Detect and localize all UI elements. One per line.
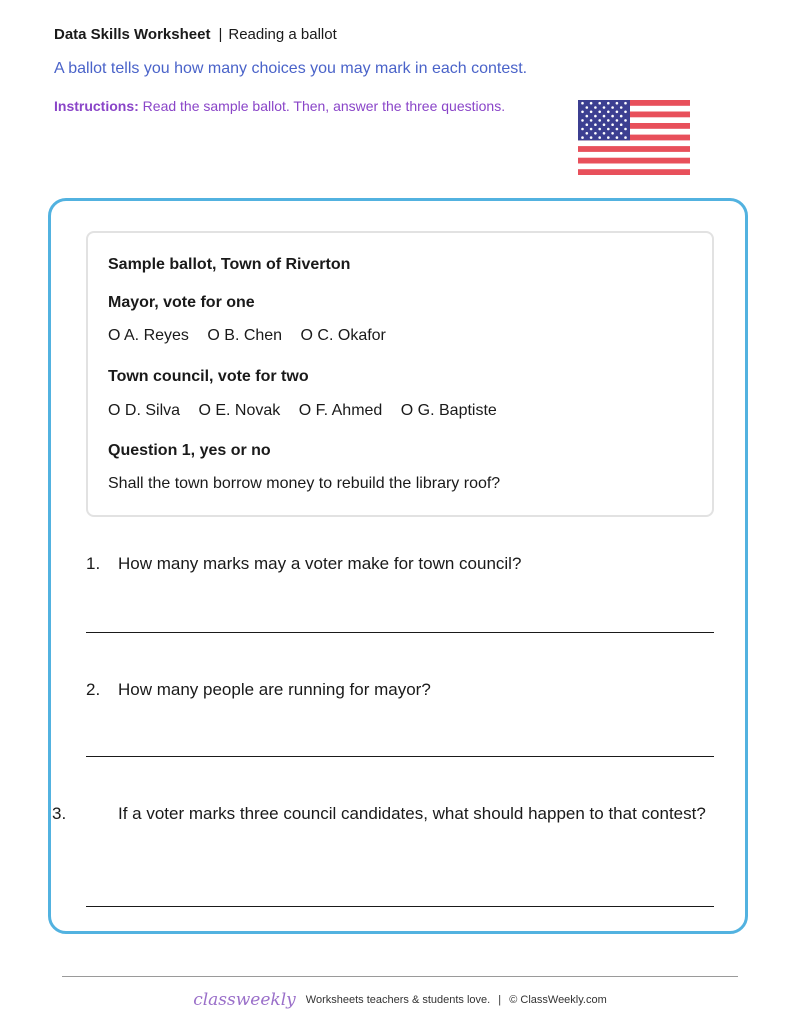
- mayor-option: O C. Okafor: [300, 327, 386, 344]
- subtitle: A ballot tells you how many choices you may mark in each contest.: [54, 60, 528, 77]
- question-3: [52, 801, 720, 827]
- question-text: How many marks may a voter make for town council?: [118, 554, 522, 573]
- us-flag-icon: [578, 100, 690, 175]
- mayor-options: [108, 327, 400, 345]
- answer-line-1[interactable]: [86, 632, 714, 633]
- council-option: O D. Silva: [108, 402, 181, 419]
- instructions-label: Instructions:: [54, 98, 139, 114]
- worksheet-title: Data Skills Worksheet: [54, 26, 211, 43]
- council-option: O G. Baptiste: [400, 402, 497, 419]
- footer-separator: |: [498, 994, 502, 1006]
- council-option: O F. Ahmed: [298, 402, 383, 419]
- question-number: 3.: [52, 804, 67, 823]
- footer-tagline: Worksheets teachers & students love.: [305, 994, 491, 1006]
- question-text: Shall the town borrow money to rebuild the library roof?: [108, 475, 501, 492]
- council-option: O E. Novak: [198, 402, 281, 419]
- answer-line-2[interactable]: [86, 756, 714, 757]
- question-text: If a voter marks three council candidates, what should happen to that contest?: [118, 804, 706, 823]
- instructions-text: Read the sample ballot. Then, answer the three questions.: [142, 98, 506, 114]
- ballot-heading: Sample ballot, Town of Riverton: [108, 256, 351, 273]
- answer-line-3[interactable]: [86, 906, 714, 907]
- instructions: [54, 98, 505, 114]
- header-separator: |: [218, 26, 223, 43]
- mayor-option: O B. Chen: [207, 327, 283, 344]
- footer-copyright: © ClassWeekly.com: [509, 994, 607, 1006]
- mayor-option: O A. Reyes: [108, 327, 189, 344]
- worksheet-header: [54, 26, 337, 43]
- worksheet-topic: Reading a ballot: [228, 26, 337, 43]
- brand-logo: classweekly: [193, 990, 296, 1010]
- footer: [0, 990, 800, 1010]
- council-heading: Town council, vote for two: [108, 368, 309, 385]
- mayor-heading: Mayor, vote for one: [108, 294, 255, 311]
- question-1: [86, 551, 706, 577]
- question-number: 2.: [86, 680, 101, 699]
- sample-ballot: [86, 231, 714, 517]
- question-text: How many people are running for mayor?: [118, 680, 431, 699]
- council-options: [108, 402, 511, 420]
- question-2: [86, 677, 706, 703]
- question-number: 1.: [86, 554, 101, 573]
- footer-divider: [62, 976, 738, 977]
- question-heading: Question 1, yes or no: [108, 442, 271, 459]
